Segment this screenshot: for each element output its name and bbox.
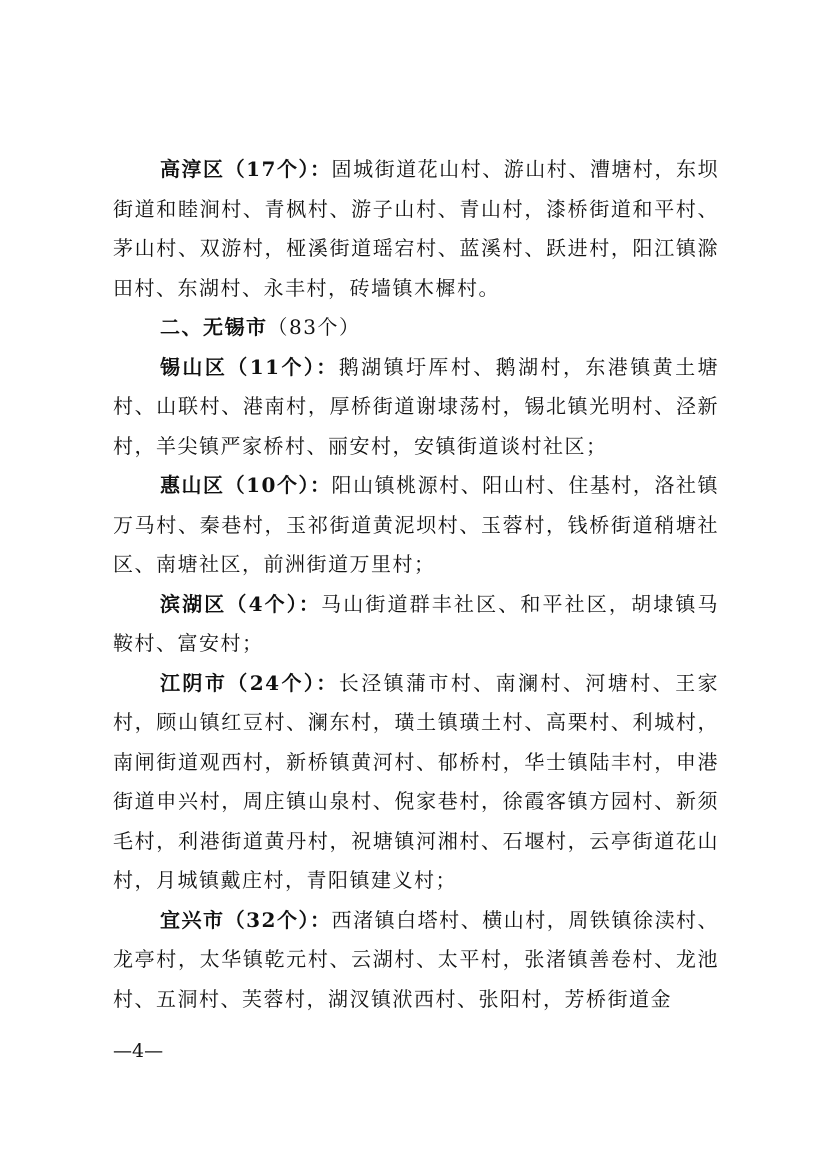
district-text: 鹅湖镇圩厍村、鹅湖村，东港镇黄土塘村、山联村、港南村，厚桥街道谢埭荡村，锡北镇光明村、泾新村，羊尖镇严家桥村、丽安村，安镇街道谈村社区； bbox=[113, 354, 719, 458]
district-lead: 滨湖区（4个）： bbox=[160, 591, 322, 616]
paragraph-xishan bbox=[113, 348, 719, 467]
district-text: 阳山镇桃源村、阳山村、住基村，洛社镇万马村、秦巷村，玉祁街道黄泥坝村、玉蓉村，钱桥街道稍塘社区、南塘社区，前洲街道万里村； bbox=[113, 473, 719, 576]
section-heading-title: 二、无锡市 bbox=[160, 315, 268, 339]
paragraph-jiangyin bbox=[113, 664, 719, 901]
district-lead: 高淳区（17个）： bbox=[160, 157, 332, 181]
page-number: —4— bbox=[113, 1040, 164, 1062]
paragraph-gaochun bbox=[113, 150, 719, 308]
district-lead: 宜兴市（32个）： bbox=[160, 907, 332, 932]
district-lead: 锡山区（11个）： bbox=[160, 354, 339, 379]
district-text: 长泾镇蒲市村、南澜村、河塘村、王家村，顾山镇红豆村、澜东村，璜土镇璜土村、高栗村、利城村，南闸街道观西村，新桥镇黄河村、郁桥村，华士镇陆丰村，申港街道申兴村，周庄镇山泉村、倪家巷村，徐霞客镇方园村、新须毛村，利港街道黄丹村，祝塘镇河湘村、石堰村，云亭街道花山村，月城镇戴庄村，青阳镇建义村； bbox=[113, 670, 719, 892]
paragraph-binhu bbox=[113, 585, 719, 664]
paragraph-yixing bbox=[113, 901, 719, 1020]
district-text: 西渚镇白塔村、横山村，周铁镇徐渎村、龙亭村，太华镇乾元村、云湖村、太平村，张渚镇善卷村、龙池村、五洞村、芙蓉村，湖汊镇洑西村、张阳村，芳桥街道金 bbox=[113, 907, 719, 1011]
district-text: 马山街道群丰社区、和平社区，胡埭镇马鞍村、富安村； bbox=[113, 591, 719, 655]
district-lead: 惠山区（10个）： bbox=[160, 473, 332, 497]
district-lead: 江阴市（24个）： bbox=[160, 670, 339, 695]
section-heading-wuxi bbox=[113, 308, 719, 348]
paragraph-huishan bbox=[113, 466, 719, 585]
document-body bbox=[113, 150, 719, 1019]
district-text: 固城街道花山村、游山村、漕塘村，东坝街道和睦涧村、青枫村、游子山村、青山村，漆桥街道和平村、茅山村、双游村，桠溪街道瑶宕村、蓝溪村、跃进村，阳江镇滁田村、东湖村、永丰村，砖墙镇木樨村。 bbox=[113, 157, 719, 300]
section-heading-count: （83个） bbox=[267, 315, 361, 339]
